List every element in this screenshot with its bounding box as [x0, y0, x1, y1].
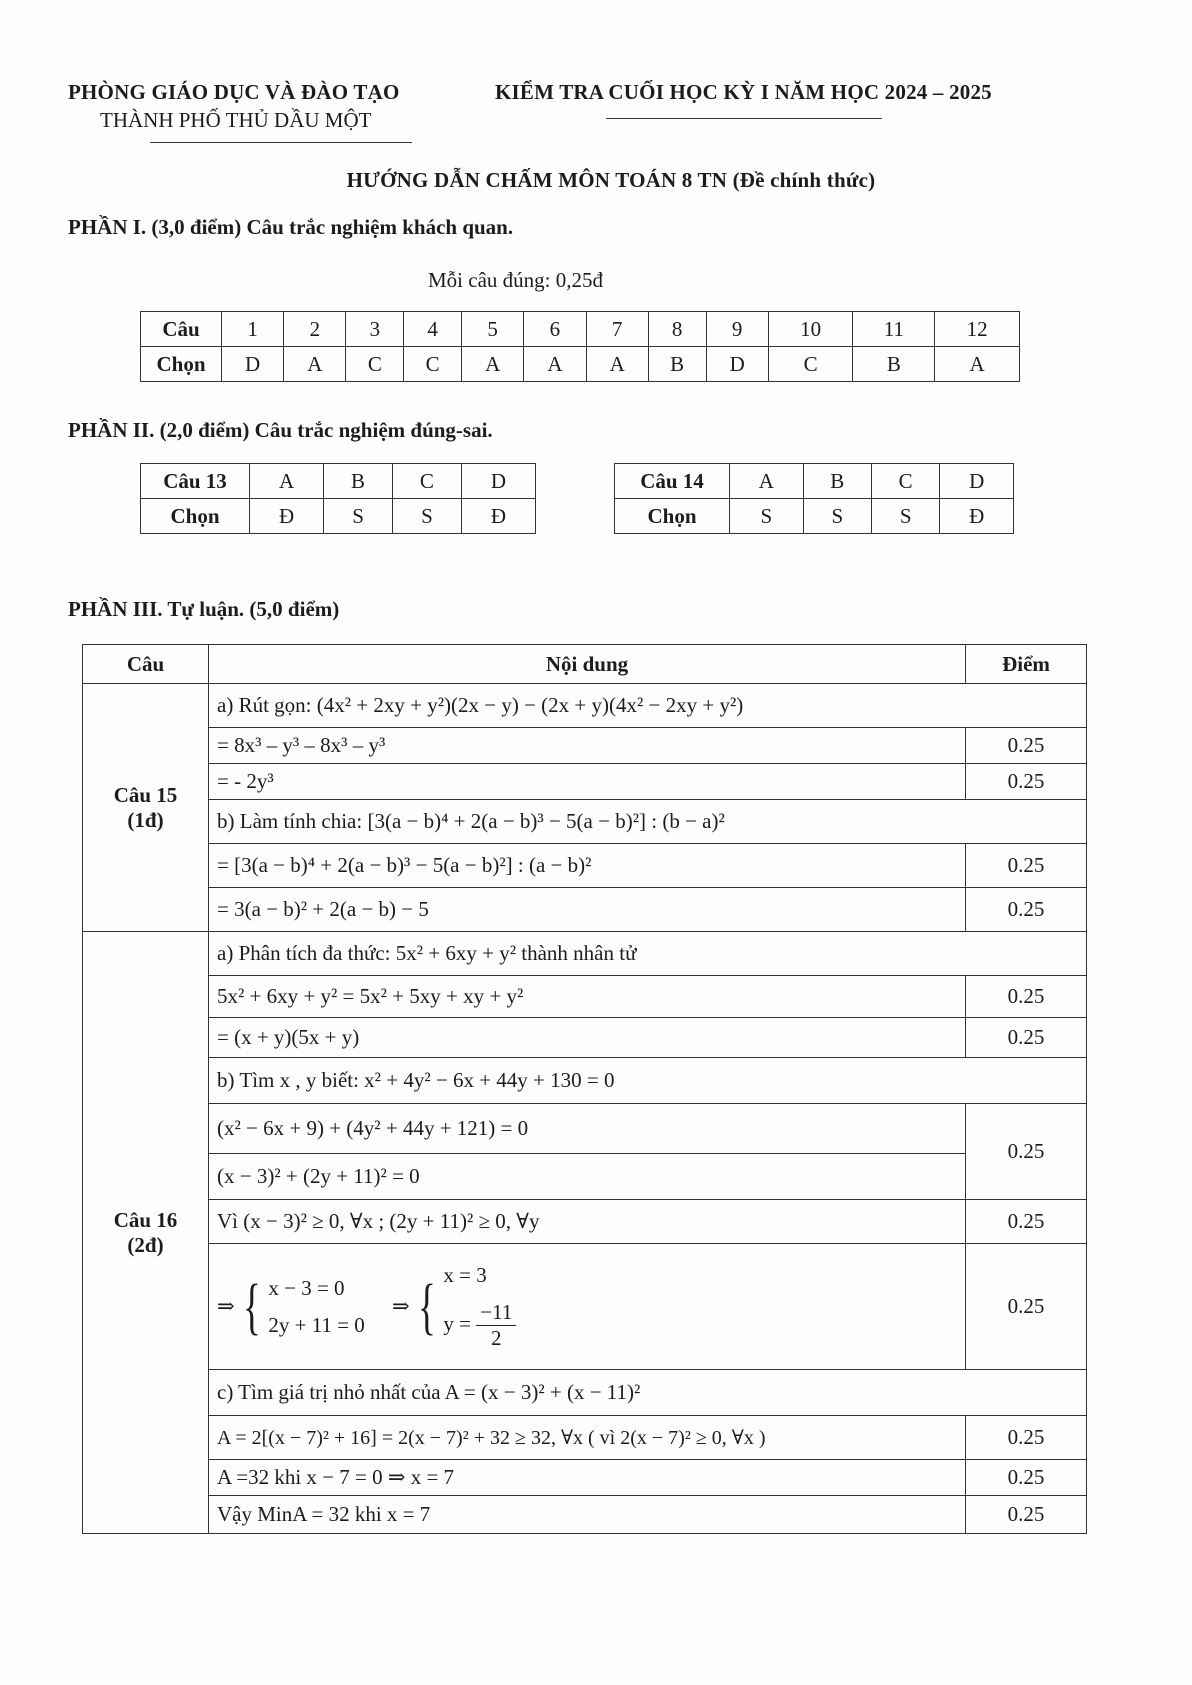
- mc-answer: C: [768, 347, 853, 382]
- q16c-step1: A = 2[(x − 7)² + 16] = 2(x − 7)² + 32 ≥ 32, ∀x ( vì 2(x − 7)² ≥ 0, ∀x ): [209, 1416, 966, 1460]
- left-brace-icon: {: [242, 1272, 261, 1341]
- mc-answer: A: [935, 347, 1020, 382]
- mc-q-label: Câu: [141, 312, 222, 347]
- q16b-system-right: [392, 1263, 516, 1351]
- q13-choose-label: Chọn: [141, 499, 250, 534]
- q15-points: (1đ): [127, 807, 164, 832]
- part1-heading: PHẦN I. (3,0 điểm) Câu trắc nghiệm khách quan.: [68, 215, 514, 239]
- mc-answer: D: [706, 347, 768, 382]
- system-eq2: 2y + 11 = 0: [268, 1312, 365, 1337]
- q16b-heading: b) Tìm x , y biết: x² + 4y² − 6x + 44y + 130 = 0: [209, 1058, 1087, 1104]
- exam-underline: [606, 118, 882, 119]
- mc-q: 4: [404, 312, 462, 347]
- q15b-step1-points: 0.25: [966, 844, 1087, 888]
- q16c-step2-points: 0.25: [966, 1460, 1087, 1496]
- q15-cell: [83, 684, 209, 932]
- mc-q: 2: [284, 312, 346, 347]
- q14-choose-label: Chọn: [615, 499, 730, 534]
- solution-x: x = 3: [443, 1262, 487, 1287]
- q14-option: D: [940, 464, 1014, 499]
- q13-option: A: [250, 464, 324, 499]
- mc-q: 5: [462, 312, 524, 347]
- q16a-step1-points: 0.25: [966, 976, 1087, 1018]
- q16c-step3-points: 0.25: [966, 1496, 1087, 1534]
- q16a-step1: 5x² + 6xy + y² = 5x² + 5xy + xy + y²: [209, 976, 966, 1018]
- q14-answer: S: [730, 499, 804, 534]
- part3-heading: PHẦN III. Tự luận. (5,0 điểm): [68, 597, 340, 621]
- mc-answer: B: [853, 347, 935, 382]
- mc-answer: C: [346, 347, 404, 382]
- q15b-step1: = [3(a − b)⁴ + 2(a − b)³ − 5(a − b)²] : (a − b)²: [209, 844, 966, 888]
- q16b-step1: (x² − 6x + 9) + (4y² + 44y + 121) = 0: [209, 1104, 966, 1154]
- mc-q: 11: [853, 312, 935, 347]
- mc-answer: A: [284, 347, 346, 382]
- solution-y: [443, 1300, 516, 1351]
- part1-note: Mỗi câu đúng: 0,25đ: [428, 268, 603, 292]
- system-eq1: x − 3 = 0: [268, 1275, 345, 1300]
- q16c-step2: A =32 khi x − 7 = 0 ⇒ x = 7: [209, 1460, 966, 1496]
- left-brace-icon: {: [417, 1272, 436, 1341]
- q15a-heading: a) Rút gọn: (4x² + 2xy + y²)(2x − y) − (2x + y)(4x² − 2xy + y²): [209, 684, 1087, 728]
- dept-name: PHÒNG GIÁO DỤC VÀ ĐÀO TẠO: [68, 80, 400, 104]
- q14-answer: Đ: [940, 499, 1014, 534]
- doc-title: HƯỚNG DẪN CHẤM MÔN TOÁN 8 TN (Đề chính thức): [346, 168, 876, 192]
- mc-answer: A: [462, 347, 524, 382]
- q15-label: Câu 15: [113, 782, 178, 807]
- q15b-step2-points: 0.25: [966, 888, 1087, 932]
- col-header-points: Điểm: [966, 645, 1087, 684]
- essay-grading-table: [82, 644, 1087, 1534]
- q13-answer: S: [324, 499, 393, 534]
- q16a-step2: = (x + y)(5x + y): [209, 1018, 966, 1058]
- mc-answer: B: [648, 347, 706, 382]
- q15b-step2: = 3(a − b)² + 2(a − b) − 5: [209, 888, 966, 932]
- mc-q: 1: [222, 312, 284, 347]
- q16b-system-points: 0.25: [966, 1244, 1087, 1370]
- q16b-step3-points: 0.25: [966, 1200, 1087, 1244]
- q15a-step2-points: 0.25: [966, 764, 1087, 800]
- col-header-question: Câu: [83, 645, 209, 684]
- q15a-step1-points: 0.25: [966, 728, 1087, 764]
- mc-answer-table: [140, 311, 1020, 382]
- city-underline: [150, 142, 412, 143]
- fraction-denominator: 2: [491, 1325, 502, 1350]
- q15b-heading: b) Làm tính chia: [3(a − b)⁴ + 2(a − b)³ − 5(a − b)²] : (b − a)²: [209, 800, 1087, 844]
- mc-a-label: Chọn: [141, 347, 222, 382]
- q16-label: Câu 16: [113, 1207, 178, 1232]
- q14-option: C: [871, 464, 939, 499]
- q14-answer: S: [803, 499, 871, 534]
- q14-option: A: [730, 464, 804, 499]
- fraction-numerator: −11: [476, 1300, 516, 1326]
- mc-q: 10: [768, 312, 853, 347]
- q14-label: Câu 14: [615, 464, 730, 499]
- q13-answer: Đ: [461, 499, 535, 534]
- mc-answer: A: [586, 347, 648, 382]
- q16b-step1-2-points: 0.25: [966, 1104, 1087, 1200]
- implies-arrow: ⇒: [392, 1294, 410, 1318]
- q16b-step3: Vì (x − 3)² ≥ 0, ∀x ; (2y + 11)² ≥ 0, ∀y: [209, 1200, 966, 1244]
- mc-q: 8: [648, 312, 706, 347]
- q16-points: (2đ): [127, 1232, 164, 1257]
- q14-option: B: [803, 464, 871, 499]
- q16b-step2: (x − 3)² + (2y + 11)² = 0: [209, 1154, 966, 1200]
- q15a-step1: = 8x³ – y³ – 8x³ – y³: [209, 728, 966, 764]
- mc-answer: C: [404, 347, 462, 382]
- q13-option: C: [392, 464, 461, 499]
- q16a-step2-points: 0.25: [966, 1018, 1087, 1058]
- implies-arrow: ⇒: [217, 1294, 235, 1318]
- q16-cell: [83, 932, 209, 1534]
- exam-title: KIỂM TRA CUỐI HỌC KỲ I NĂM HỌC 2024 – 2025: [495, 80, 992, 104]
- q16c-step3: Vậy MinA = 32 khi x = 7: [209, 1496, 966, 1534]
- q13-answer: Đ: [250, 499, 324, 534]
- q13-label: Câu 13: [141, 464, 250, 499]
- mc-answer: A: [524, 347, 586, 382]
- q16a-heading: a) Phân tích đa thức: 5x² + 6xy + y² thành nhân tử: [209, 932, 1087, 976]
- q13-answer: S: [392, 499, 461, 534]
- q15a-step2: = - 2y³: [209, 764, 966, 800]
- city-name: THÀNH PHỐ THỦ DẦU MỘT: [100, 108, 372, 132]
- q13-option: D: [461, 464, 535, 499]
- q16b-system: [209, 1244, 966, 1370]
- mc-q: 9: [706, 312, 768, 347]
- q16c-heading: c) Tìm giá trị nhỏ nhất của A = (x − 3)² + (x − 11)²: [209, 1370, 1087, 1416]
- mc-q: 7: [586, 312, 648, 347]
- col-header-content: Nội dung: [209, 645, 966, 684]
- mc-q: 12: [935, 312, 1020, 347]
- q16c-step1-points: 0.25: [966, 1416, 1087, 1460]
- q13-option: B: [324, 464, 393, 499]
- q14-answer: S: [871, 499, 939, 534]
- solution-y-prefix: y =: [443, 1310, 472, 1335]
- mc-q: 3: [346, 312, 404, 347]
- mc-q: 6: [524, 312, 586, 347]
- mc-answer: D: [222, 347, 284, 382]
- fraction: [476, 1300, 516, 1351]
- tf-table-q13: [140, 463, 536, 534]
- q16b-system-left: [217, 1272, 365, 1341]
- part2-heading: PHẦN II. (2,0 điểm) Câu trắc nghiệm đúng-sai.: [68, 418, 493, 442]
- tf-table-q14: [614, 463, 1014, 534]
